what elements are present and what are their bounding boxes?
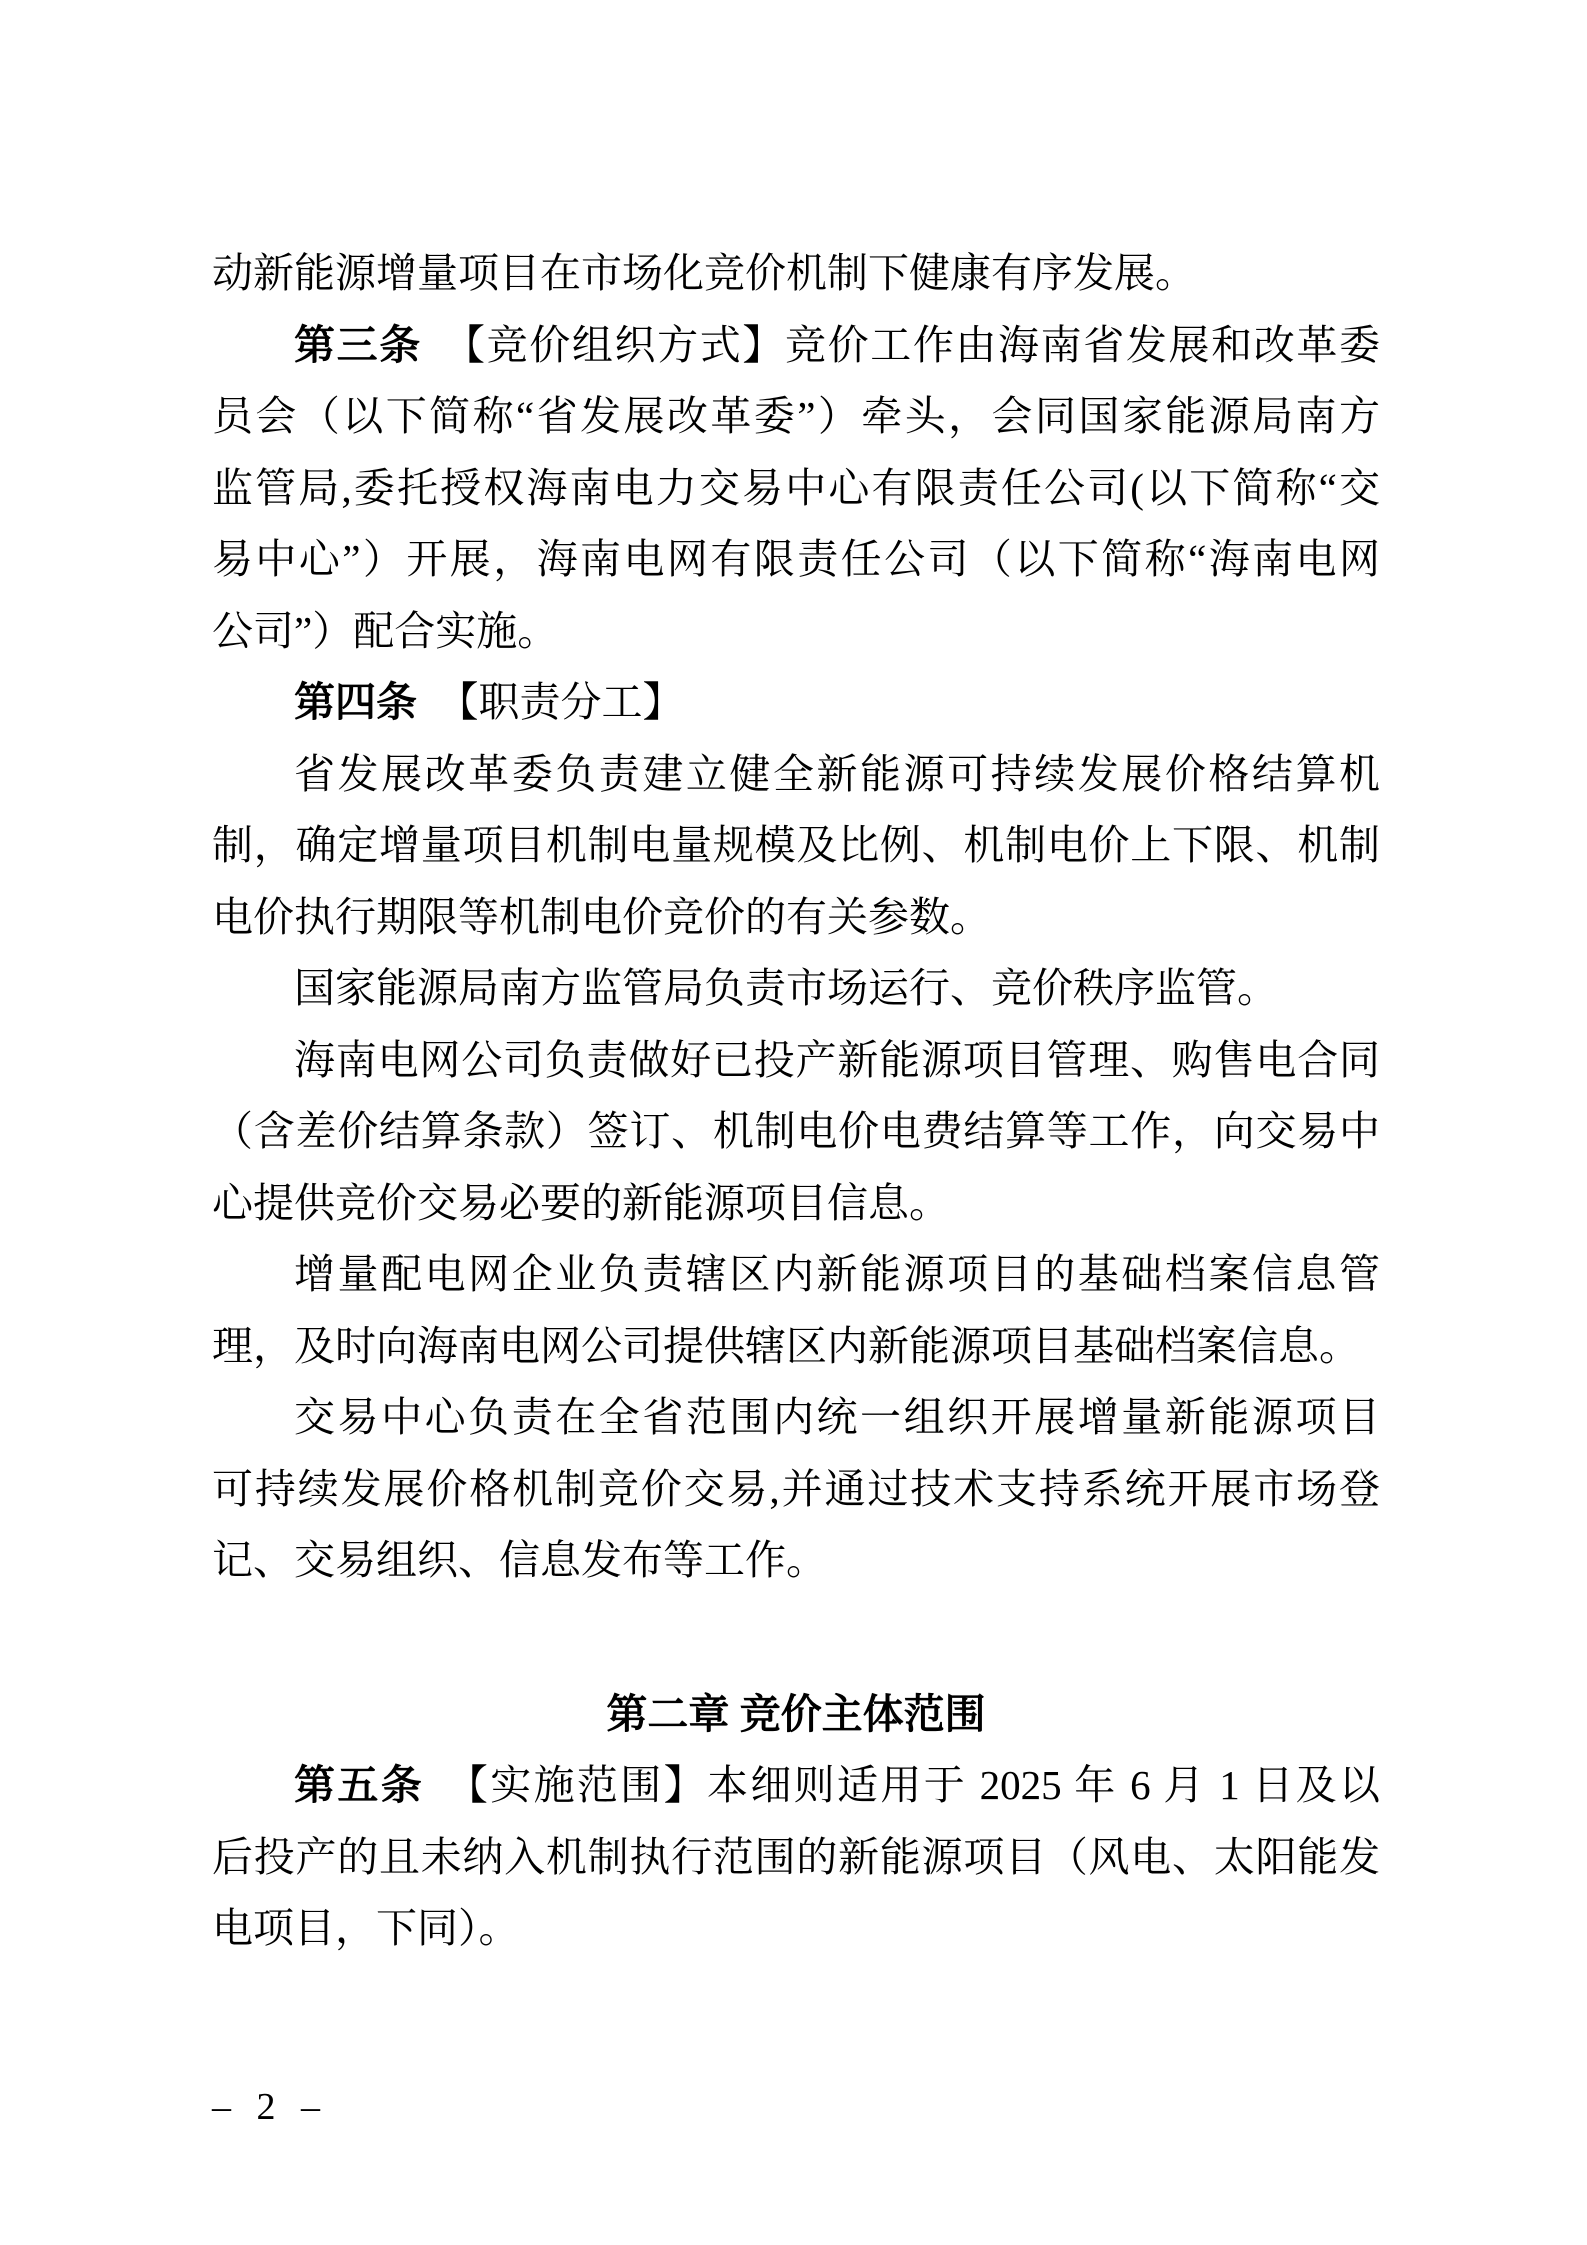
bold-text: 第三条 [294,321,422,368]
body-text-segment: 【实施范围】本细则适用于 2025 年 6 月 1 日及以 [424,1762,1381,1808]
body-text-segment: 监管局,委托授权海南电力交易中心有限责任公司(以下简称“交 [212,464,1380,511]
body-text-segment: 后投产的且未纳入机制执行范围的新能源项目（风电、太阳能发 [212,1833,1380,1880]
text-line [212,524,1380,596]
bold-text: 第五条 [294,1762,425,1808]
text-line [212,667,1380,739]
body-text-segment: 公司”）配合实施。 [212,607,559,654]
body-text-segment: 【竞价组织方式】竞价工作由海南省发展和改革委 [421,321,1381,368]
text-line [212,1454,1380,1526]
text-line [212,810,1380,882]
body-text-segment: 交易中心负责在全省范围内统一组织开展增量新能源项目 [294,1394,1380,1440]
body-text-segment: 海南电网公司负责做好已投产新能源项目管理、购售电合同 [294,1036,1380,1083]
text-line [212,1525,1380,1597]
text-line [212,739,1380,811]
body-text-segment: 电价执行期限等机制电价竞价的有关参数。 [212,893,991,940]
body-text-segment: 电项目，下同）。 [212,1905,520,1951]
text-line [212,1025,1380,1097]
text-line [212,596,1380,668]
body-text-segment: 心提供竞价交易必要的新能源项目信息。 [212,1179,950,1226]
body-text-segment: 员会（以下简称“省发展改革委”）牵头，会同国家能源局南方 [212,393,1380,439]
body-text-segment: 制，确定增量项目机制电量规模及比例、机制电价上下限、机制 [212,822,1380,868]
text-line [212,953,1380,1025]
page-number: – 2 – [212,2086,324,2128]
text-line [212,1750,1380,1822]
text-line [212,1382,1380,1454]
text-line [212,310,1380,382]
text-line [212,1096,1380,1168]
body-text-segment: 国家能源局南方监管局负责市场运行、竞价秩序监管。 [294,965,1278,1011]
body-text-segment: 【职责分工】 [417,679,684,725]
text-line [212,238,1380,310]
body-text-segment: 易中心”）开展，海南电网有限责任公司（以下简称“海南电网 [212,536,1380,582]
body-text-segment: 理，及时向海南电网公司提供辖区内新能源项目基础档案信息。 [212,1322,1360,1369]
text-line [212,453,1380,525]
chapter-heading [212,1679,1380,1751]
text-line [212,1168,1380,1240]
body-text-segment: 记、交易组织、信息发布等工作。 [212,1537,827,1583]
text-line [212,882,1380,954]
text-line [212,1239,1380,1311]
text-line [212,1893,1380,1965]
text-line [212,1311,1380,1383]
document-body [212,238,1380,1965]
bold-text: 第四条 [294,679,417,725]
body-text-segment: （含差价结算条款）签订、机制电价电费结算等工作，向交易中 [212,1108,1380,1154]
text-line [212,381,1380,453]
text-line [212,1822,1380,1894]
body-text-segment: 增量配电网企业负责辖区内新能源项目的基础档案信息管 [294,1251,1380,1297]
body-text-segment: 动新能源增量项目在市场化竞价机制下健康有序发展。 [212,250,1196,296]
bold-text: 第二章 竞价主体范围 [606,1690,986,1737]
body-text-segment: 省发展改革委负责建立健全新能源可持续发展价格结算机 [294,750,1380,797]
body-text-segment: 可持续发展价格机制竞价交易,并通过技术支持系统开展市场登 [212,1465,1380,1512]
